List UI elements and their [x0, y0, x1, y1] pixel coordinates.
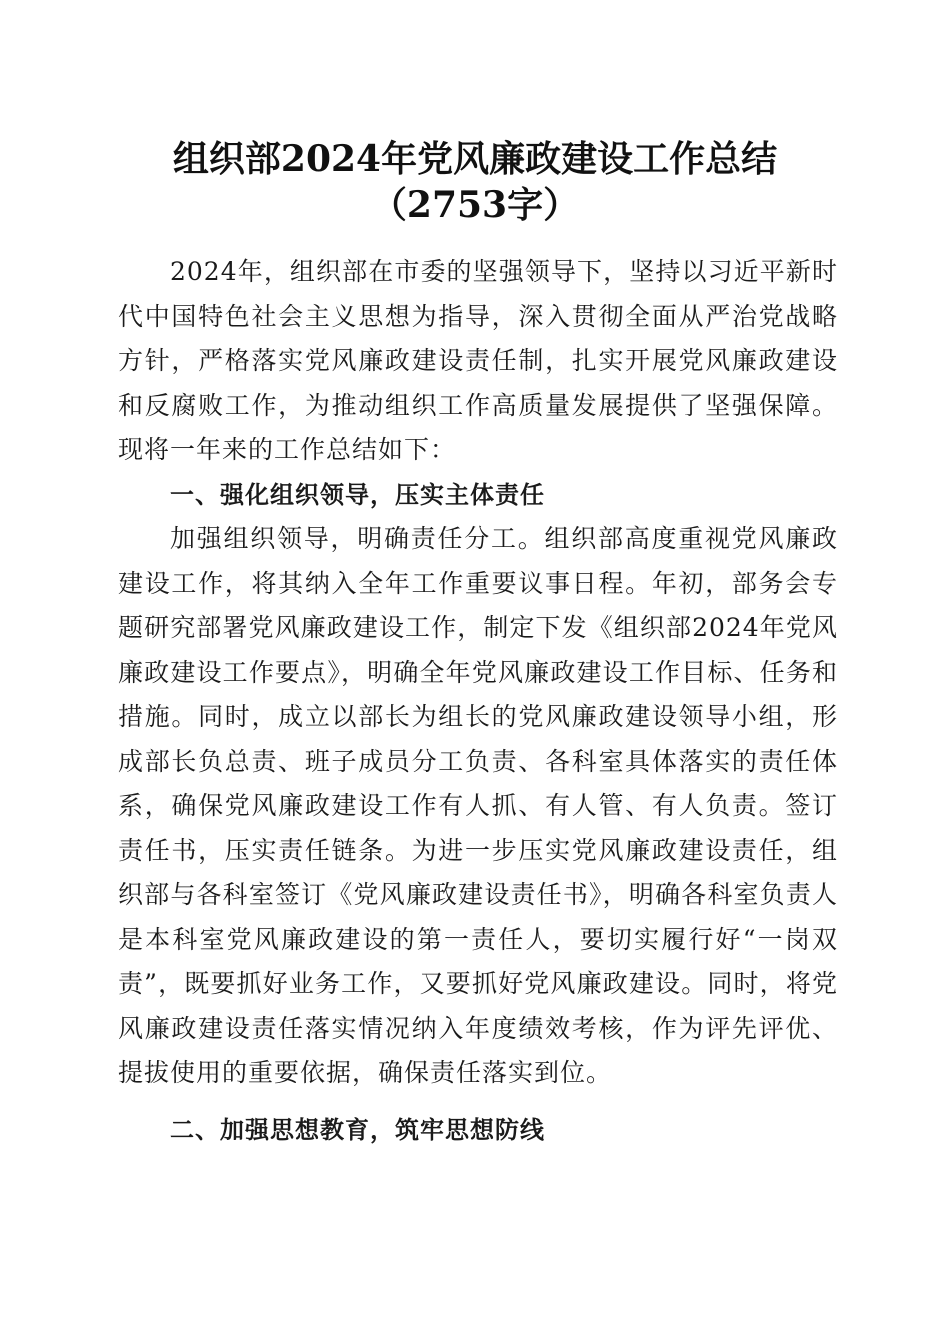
section-1-paragraph: 加强组织领导，明确责任分工。组织部高度重视党风廉政建设工作，将其纳入全年工作重要议事日程。年初，部务会专题研究部署党风廉政建设工作，制定下发《组织部2024年党风廉政建设工作要点》，明确全年党风廉政建设工作目标、任务和措施。同时，成立以部长为组长的党风廉政建设领导小组，形成部长负总责、班子成员分工负责、各科室具体落实的责任体系，确保党风廉政建设工作有人抓、有人管、有人负责。签订责任书，压实责任链条。为进一步压实党风廉政建设责任，组织部与各科室签订《党风廉政建设责任书》，明确各科室负责人是本科室党风廉政建设的第一责任人，要切实履行好“一岗双责”，既要抓好业务工作，又要抓好党风廉政建设。同时，将党风廉政建设责任落实情况纳入年度绩效考核，作为评先评优、提拔使用的重要依据，确保责任落实到位。	[118, 524, 838, 1087]
section-2-heading: 二、加强思想教育，筑牢思想防线	[170, 1115, 545, 1144]
section-1-heading: 一、强化组织领导，压实主体责任	[170, 480, 545, 509]
document-title: 组织部2024年党风廉政建设工作总结（2753字）	[172, 138, 778, 226]
intro-paragraph: 2024年，组织部在市委的坚强领导下，坚持以习近平新时代中国特色社会主义思想为指导，深入贯彻全面从严治党战略方针，严格落实党风廉政建设责任制，扎实开展党风廉政建设和反腐败工作，为推动组织工作高质量发展提供了坚强保障。现将一年来的工作总结如下：	[118, 257, 838, 464]
document-body	[118, 250, 838, 1152]
